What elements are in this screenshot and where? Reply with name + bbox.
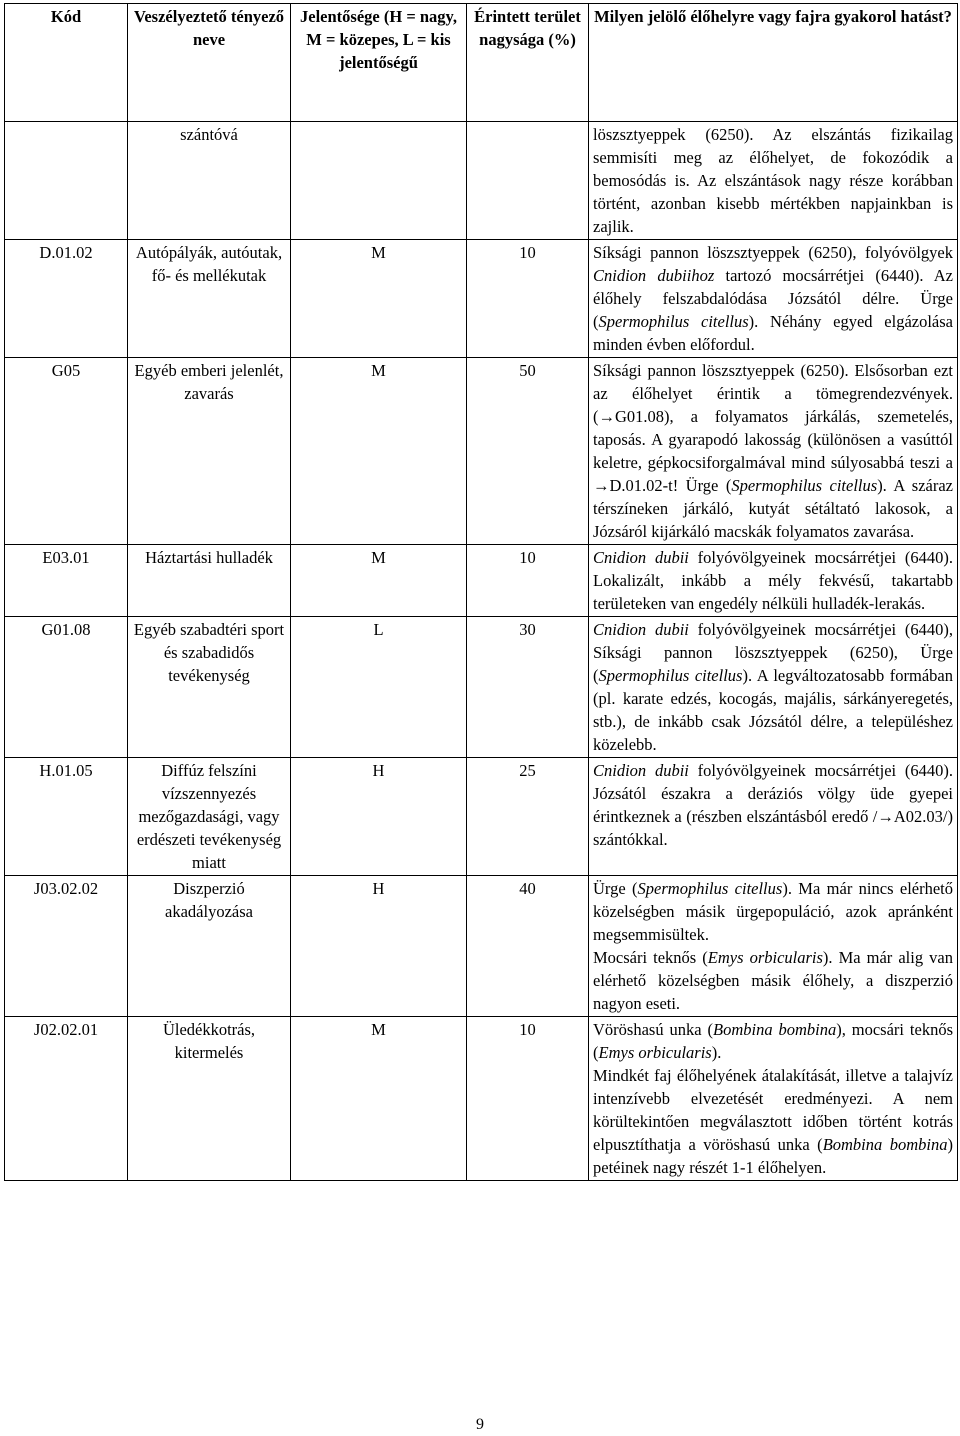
impact-description [589,545,958,617]
impact-text: Síksági pannon löszsztyeppek (6250). Elsősorban ezt az élőhelyet érintik a tömegrendezvények. (→G01.08), a folyamatos járkálás, szemetelés, taposás. A gyarapodó lakosság (különösen a vasúttól keletre, gépkocsiforgalmával mind súlyosabbá teszi a →D.01.02-t! Ürge ( [593,361,953,495]
impact-text: ) petéinek nagy részét 1-1 élőhelyen. [593,1135,953,1177]
species-name: Cnidion dubii [593,761,689,780]
impact-text: folyóvölgyeinek mocsárrétjei (6440), Síksági pannon löszsztyeppek (6250), Ürge ( [593,620,953,685]
table-row [5,758,958,876]
threat-code: E03.01 [5,545,128,617]
header-severity: Jelentősége (H = nagy, M = közepes, L = kis jelentőségű [291,4,467,122]
header-name: Veszélyeztető tényező neve [128,4,291,122]
table-row [5,617,958,758]
page-number: 9 [476,1416,484,1433]
species-name: Bombina bombina [822,1135,948,1154]
impact-text: Vöröshasú unka ( [593,1020,713,1039]
threat-name: Diszperzió akadályozása [128,876,291,1017]
table-row [5,1017,958,1181]
impact-text: tartozó mocsárrétjei (6440). Az élőhely felszabdalódása Józsától délre. Ürge ( [593,266,954,331]
severity-value: M [291,545,467,617]
area-value: 25 [467,758,589,876]
impact-text: ), mocsári teknős ( [593,1020,953,1062]
impact-text: ). A legváltozatosabb formában (pl. karate edzés, kocogás, majális, sárkányeregetés, stb.), de inkább csak Józsától délre, a településhez közelebb. [593,666,954,754]
impact-text: Síksági pannon löszsztyeppek (6250), folyóvölgyek [593,243,953,262]
threat-code: H.01.05 [5,758,128,876]
species-name: Cnidion dubiihoz [593,266,715,285]
threat-name: Háztartási hulladék [128,545,291,617]
table-row [5,545,958,617]
impact-description [589,358,958,545]
impact-text: ). [711,1043,722,1062]
impact-description [589,1017,958,1181]
threat-code: G05 [5,358,128,545]
threat-name: Egyéb emberi jelenlét, zavarás [128,358,291,545]
threat-name: Egyéb szabadtéri sport és szabadidős tevékenység [128,617,291,758]
species-name: Emys orbicularis [598,1043,712,1062]
impact-text: ). A száraz térszíneken járkáló, kutyát sétáltató lakosok, a Józsáról kijárkáló macskák folyamatos zavarása. [593,476,954,541]
species-name: Cnidion dubii [593,620,689,639]
impact-description [589,758,958,876]
threat-code: G01.08 [5,617,128,758]
severity-value: M [291,358,467,545]
continuation-impact: löszsztyeppek (6250). Az elszántás fizikailag semmisíti meg az élőhelyet, de fokozódik a bemosódás is. Az elszántások nagy része korábban történt, azonban kisebb mértékben napjainkban is zajlik. [589,122,958,240]
impact-description [589,876,958,1017]
severity-value: H [291,876,467,1017]
species-name: Spermophilus citellus [637,879,783,898]
impact-text: ). Néhány egyed elgázolása minden évben előfordul. [593,312,953,354]
severity-value: M [291,240,467,358]
impact-text: ). Ma már alig van elérhető közelségben másik élőhely, a diszperzió nagyon eseti. [593,948,953,1013]
threats-table [4,3,958,1181]
species-name: Spermophilus citellus [598,666,743,685]
area-value: 40 [467,876,589,1017]
header-row [5,4,958,122]
header-code: Kód [5,4,128,122]
header-area: Érintett terület nagysága (%) [467,4,589,122]
species-name: Bombina bombina [712,1020,837,1039]
threat-code: J02.02.01 [5,1017,128,1181]
area-value: 10 [467,1017,589,1181]
impact-description [589,617,958,758]
impact-text: Mocsári teknős ( [593,948,708,967]
table-row [5,876,958,1017]
threat-name: Diffúz felszíni vízszennyezés mezőgazdasági, vagy erdészeti tevékenység miatt [128,758,291,876]
threat-code: D.01.02 [5,240,128,358]
area-value: 30 [467,617,589,758]
impact-text: Mindkét faj élőhelyének átalakítását, illetve a talajvíz intenzívebb elvezetését eredményezi. A nem körültekintően megválasztott időben történt kotrás elpusztíthatja a vöröshasú unka ( [593,1066,953,1154]
area-value: 10 [467,545,589,617]
impact-text: folyóvölgyeinek mocsárrétjei (6440). Lokalizált, inkább a mély fekvésű, takartabb területeken van engedély nélküli hulladék-lerakás. [593,548,953,613]
area-value: 50 [467,358,589,545]
threat-name: Autópályák, autóutak, fő- és mellékutak [128,240,291,358]
continuation-row [5,122,958,240]
threat-code: J03.02.02 [5,876,128,1017]
area-value: 10 [467,240,589,358]
severity-value: L [291,617,467,758]
species-name: Spermophilus citellus [598,312,749,331]
threat-name: Üledékkotrás, kitermelés [128,1017,291,1181]
impact-text: Ürge ( [593,879,638,898]
table-row [5,358,958,545]
severity-value: H [291,758,467,876]
header-impact: Milyen jelölő élőhelyre vagy fajra gyakorol hatást? [589,4,958,122]
species-name: Spermophilus citellus [731,476,878,495]
impact-text: folyóvölgyeinek mocsárrétjei (6440). Józsától északra a deráziós völgy üde gyepei érintkeznek a (részben elszántásból eredő /→A02.03/) szántókkal. [593,761,953,849]
severity-value: M [291,1017,467,1181]
impact-text: ). Ma már nincs elérhető közelségben másik ürgepopuláció, azok apránként megsemmisültek. [593,879,954,944]
species-name: Cnidion dubii [593,548,689,567]
impact-description [589,240,958,358]
species-name: Emys orbicularis [707,948,823,967]
table-row [5,240,958,358]
continuation-name: szántóvá [128,122,291,240]
